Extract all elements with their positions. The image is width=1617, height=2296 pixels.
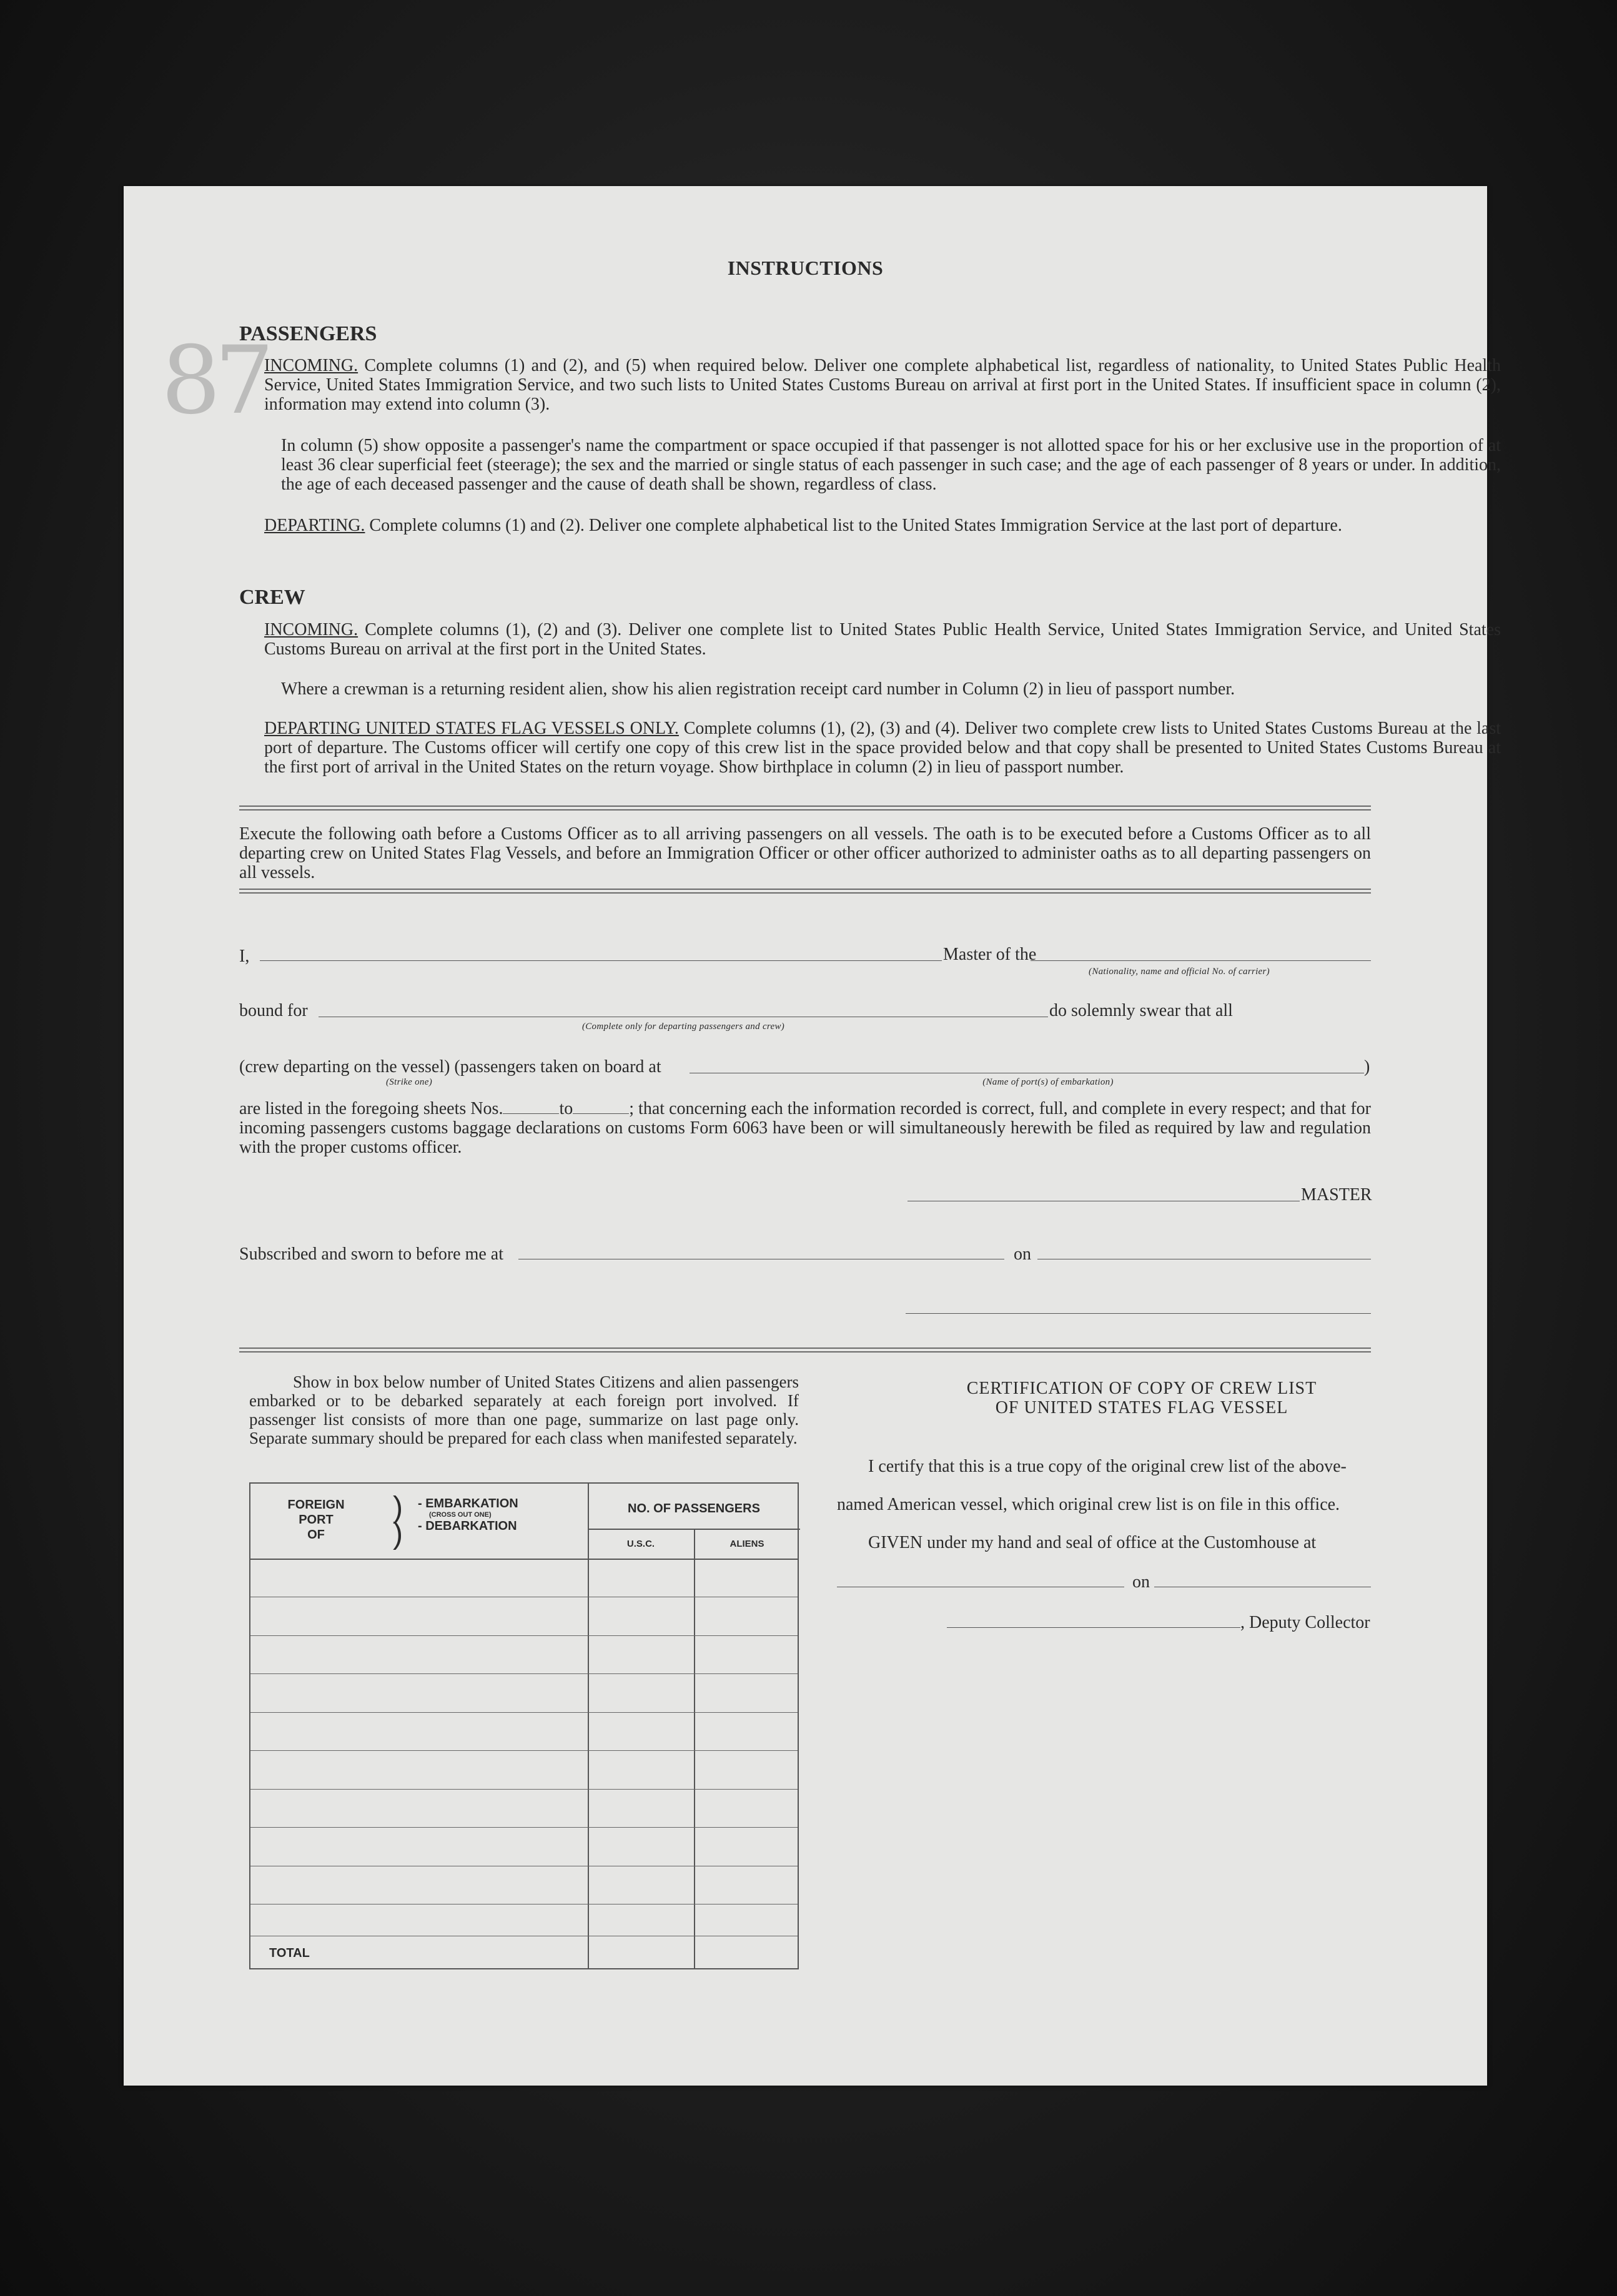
on-label: on [1014, 1244, 1031, 1264]
brace-icon: ) ) [393, 1491, 403, 1550]
crew-resident-paragraph: Where a crewman is a returning resident alien, show his alien registration receipt card number in Column (2) in lieu of passport number. [281, 679, 1235, 699]
header-col-divider [694, 1529, 695, 1559]
no-passengers-label: NO. OF PASSENGERS [628, 1502, 760, 1515]
certify-line3: GIVEN under my hand and seal of office at the Customhouse at [868, 1533, 1317, 1552]
table-row[interactable] [250, 1712, 798, 1713]
passenger-summary-table [249, 1482, 799, 1969]
officer-signature-field[interactable] [906, 1313, 1371, 1314]
swear-label: do solemnly swear that all [1049, 1001, 1233, 1020]
stamp-number: 87 [161, 327, 268, 435]
passengers-incoming-label: INCOMING. [264, 356, 359, 375]
foreign-label: FOREIGN [287, 1498, 345, 1512]
passengers-departing-paragraph [264, 516, 1501, 535]
passengers-heading: PASSENGERS [239, 322, 377, 345]
oath-intro: Execute the following oath before a Customs Officer as to all arriving passengers on all vessels. The oath is to be executed before a Customs Officer as to all departing crew on United States Flag Vessels, and before an Immigration Officer or other officer authorized to administer oaths as to all departing passengers on all vessels. [239, 824, 1371, 882]
oath-i-label: I, [239, 947, 250, 966]
table-row[interactable] [250, 1673, 798, 1674]
carrier-field[interactable] [1031, 960, 1371, 961]
aliens-column-header: ALIENS [729, 1539, 764, 1549]
crew-departing-text: Complete columns (1), (2), (3) and (4). Deliver two complete crew lists to United States Customs Bureau at the last port of departure. The Customs officer will certify one copy of this crew list in the space provided below and that copy shall be presented to United States Customs Bureau at the first port of arrival in the United States on the return voyage. Show birthplace in column (2) in lieu of passport number. [264, 719, 1501, 777]
deputy-signature-field[interactable] [947, 1627, 1240, 1628]
of-label: OF [307, 1528, 325, 1542]
usc-column-header: U.S.C. [626, 1539, 655, 1549]
divider [239, 806, 1371, 810]
sheet-from-field[interactable] [503, 1101, 559, 1114]
crew-departing-label: (crew departing on the vessel) (passengers taken on board at [239, 1057, 661, 1077]
column-divider [694, 1559, 695, 1968]
crew-departing-paragraph [264, 719, 1501, 777]
certification-title [873, 1379, 1410, 1417]
crew-departing-label: DEPARTING UNITED STATES FLAG VESSELS ONLY. [264, 719, 679, 738]
crew-incoming-label: INCOMING. [264, 620, 359, 639]
table-row[interactable] [250, 1789, 798, 1790]
embark-debark-label [418, 1496, 518, 1534]
sheets-paragraph [239, 1099, 1371, 1157]
master-name-field[interactable] [260, 960, 942, 961]
bound-for-label: bound for [239, 1001, 308, 1020]
passengers-incoming-paragraph [264, 356, 1501, 414]
strike-caption: (Strike one) [386, 1077, 432, 1087]
crew-incoming-paragraph [264, 620, 1501, 659]
port-caption: (Name of port(s) of embarkation) [982, 1077, 1114, 1087]
passengers-column5-paragraph: In column (5) show opposite a passenger's name the compartment or space occupied if that passenger is not allotted space for his or her exclusive use in the proportion of at least 36 clear superficial feet (steerage); the sex and the married or single status of each passenger in such case; and the age of each passenger of 8 years or under. In addition, the age of each deceased passenger and the cause of death shall be shown, regardless of class. [281, 436, 1501, 494]
cross-out-label: (CROSS OUT ONE) [429, 1511, 492, 1519]
crew-heading: CREW [239, 586, 305, 609]
table-header [250, 1484, 798, 1560]
divider [239, 889, 1371, 894]
deputy-collector-label: , Deputy Collector [1240, 1613, 1370, 1632]
carrier-caption: (Nationality, name and official No. of carrier) [1089, 967, 1270, 977]
foreign-port-of-label [275, 1497, 357, 1542]
close-paren: ) [1364, 1057, 1370, 1077]
sheets-to-label: to [559, 1099, 573, 1118]
form-page [124, 186, 1501, 2086]
certify-line1: I certify that this is a true copy of the original crew list of the above- [868, 1457, 1347, 1476]
embarkation-label: - EMBARKATION [418, 1497, 518, 1510]
complete-caption: (Complete only for departing passengers and crew) [581, 1022, 785, 1032]
summary-instructions: Show in box below number of United States Citizens and alien passengers embarked or to be debarked separately at each foreign port involved. If passenger list consists of more than one page, summarize on last page only. Separate summary should be prepared for each class when manifested separately. [249, 1372, 799, 1447]
passengers-departing-label: DEPARTING. [264, 516, 365, 535]
page-title: INSTRUCTIONS [727, 257, 884, 279]
certification-title-line1: CERTIFICATION OF COPY OF CREW LIST [966, 1379, 1317, 1398]
divider [239, 1348, 1371, 1352]
sheets-post-label: ; that concerning each the information recorded is correct, full, and complete in every respect; and that for incoming passengers customs baggage declarations on customs Form 6063 have been or will simultaneously herewith be filed as required by law and regulation with the proper customs officer. [239, 1099, 1372, 1157]
total-row-label: TOTAL [269, 1946, 310, 1960]
table-row[interactable] [250, 1827, 798, 1828]
table-row[interactable] [250, 1750, 798, 1751]
sheet-to-field[interactable] [573, 1101, 629, 1114]
column-divider [588, 1484, 589, 1968]
certify-on-label: on [1132, 1572, 1150, 1592]
table-row[interactable] [250, 1635, 798, 1636]
sheets-pre-label: are listed in the foregoing sheets Nos. [239, 1099, 503, 1118]
certify-line2: named American vessel, which original crew list is on file in this office. [837, 1495, 1340, 1514]
master-of-the-label: Master of the [943, 945, 1037, 964]
debarkation-label: - DEBARKATION [418, 1519, 517, 1533]
passengers-departing-text: Complete columns (1) and (2). Deliver one complete alphabetical list to the United States Immigration Service at the last port of departure. [369, 516, 1342, 535]
subscribed-label: Subscribed and sworn to before me at [239, 1244, 503, 1264]
passengers-incoming-text: Complete columns (1) and (2), and (5) when required below. Deliver one complete alphabetical list, regardless of nationality, to United States Public Health Service, United States Immigration Service, and two such lists to United States Customs Bureau on arrival at first port in the United States. If insufficient space in column (2), information may extend into column (3). [264, 356, 1501, 414]
master-signature-label: MASTER [1301, 1185, 1372, 1205]
crew-incoming-text: Complete columns (1), (2) and (3). Deliver one complete list to United States Public Health Service, United States Immigration Service, and United States Customs Bureau on arrival at the first port in the United States. [264, 620, 1501, 659]
port-label: PORT [299, 1513, 334, 1527]
certification-title-line2: OF UNITED STATES FLAG VESSEL [995, 1398, 1288, 1417]
